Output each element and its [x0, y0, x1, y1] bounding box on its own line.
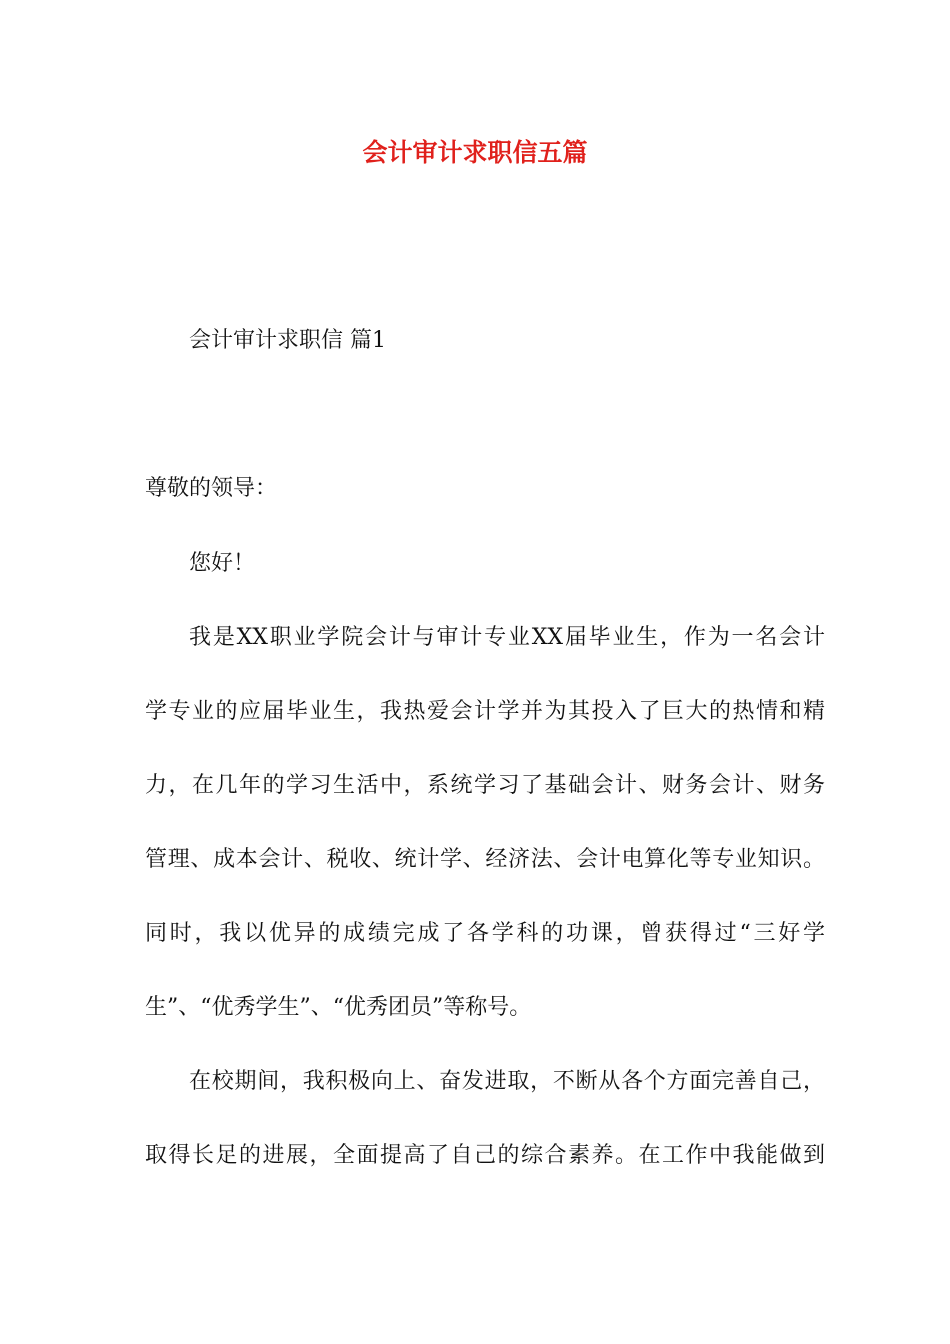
paragraph-line: 力，在几年的学习生活中，系统学习了基础会计、财务会计、财务	[145, 773, 825, 798]
paragraph-line: 我是XX职业学院会计与审计专业XX届毕业生，作为一名会计	[189, 625, 825, 650]
section-heading: 会计审计求职信 篇1	[189, 328, 386, 353]
paragraph-line: 学专业的应届毕业生，我热爱会计学并为其投入了巨大的热情和精	[145, 699, 825, 724]
paragraph-line: 同时，我以优异的成绩完成了各学科的功课，曾获得过“三好学	[145, 921, 825, 946]
paragraph-line: 取得长足的进展，全面提高了自己的综合素养。在工作中我能做到	[145, 1143, 825, 1168]
salutation: 尊敬的领导：	[145, 476, 278, 501]
paragraph-line: 生”、“优秀学生”、“优秀团员”等称号。	[145, 995, 532, 1020]
greeting: 您好！	[189, 551, 256, 576]
document-title: 会计审计求职信五篇	[362, 138, 588, 167]
paragraph-line: 在校期间，我积极向上、奋发进取，不断从各个方面完善自己，	[189, 1069, 825, 1094]
paragraph-line: 管理、成本会计、税收、统计学、经济法、会计电算化等专业知识。	[145, 847, 825, 872]
